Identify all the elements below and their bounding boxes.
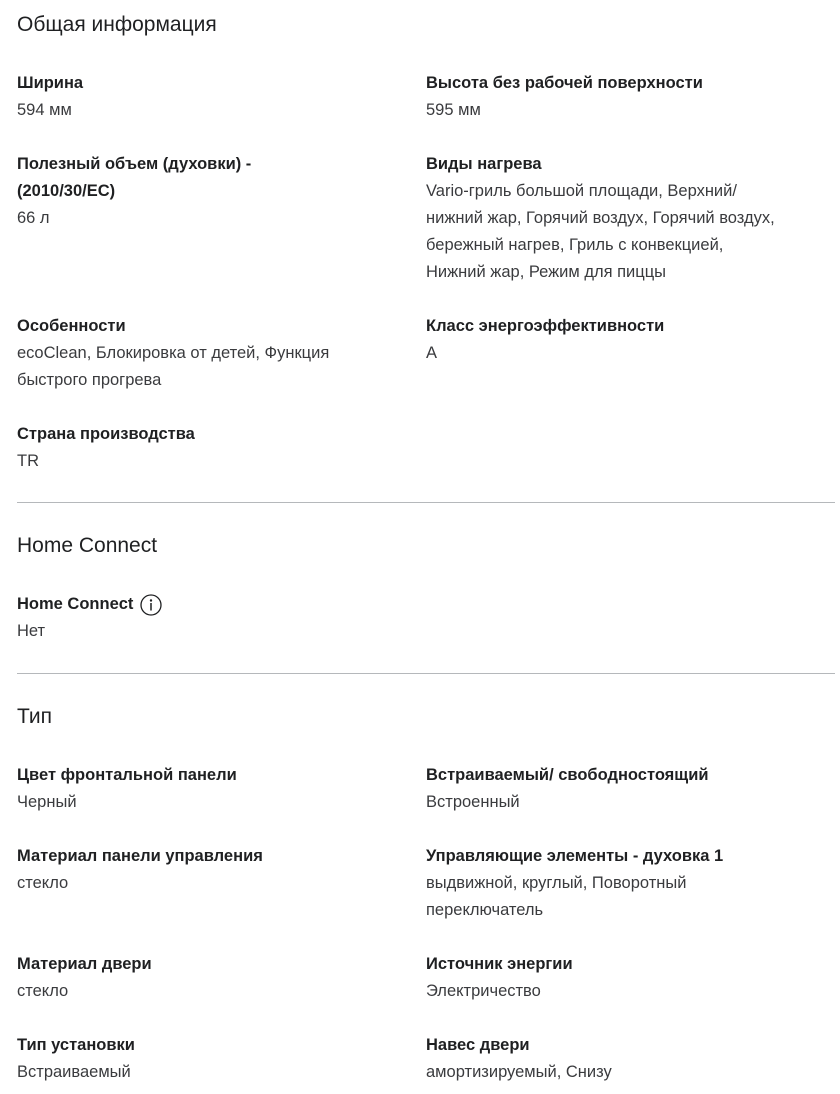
property-label: Цвет фронтальной панели [17, 766, 237, 784]
property-energy-source [426, 951, 837, 1005]
property-label: Материал панели управления [17, 847, 263, 865]
property-home-connect [17, 591, 426, 645]
property-value-line: выдвижной, круглый, Поворотный [426, 874, 687, 892]
property-controls [426, 843, 837, 924]
property-value: стекло [17, 982, 69, 1000]
section-title: Общая информация [17, 13, 217, 36]
property-value: амортизируемый, Снизу [426, 1063, 612, 1081]
property-label: Материал двери [17, 955, 152, 973]
property-label-line: Полезный объем (духовки) - [17, 155, 252, 173]
property-label: Home Connect [17, 595, 134, 613]
section-title: Home Connect [17, 534, 158, 557]
property-grid [17, 762, 834, 1086]
property-value: A [426, 344, 438, 362]
section-general-info [17, 0, 834, 475]
property-grid [17, 70, 834, 475]
property-value-line: бережный нагрев, Гриль с конвекцией, [426, 236, 724, 254]
property-width [17, 70, 426, 124]
section-title: Тип [17, 705, 53, 728]
property-install-type [17, 1032, 426, 1086]
property-value-line: Vario-гриль большой площади, Верхний/ [426, 182, 737, 200]
property-value-line: ecoClean, Блокировка от детей, Функция [17, 344, 330, 362]
property-value: Встраиваемый [17, 1063, 131, 1081]
property-heating-modes [426, 151, 837, 286]
property-label: Ширина [17, 74, 84, 92]
property-builtin [426, 762, 837, 816]
property-country [17, 421, 426, 475]
property-value: TR [17, 452, 39, 470]
property-value: 594 мм [17, 101, 72, 119]
property-label: Встраиваемый/ свободностоящий [426, 766, 709, 784]
property-label: Особенности [17, 317, 126, 335]
property-label: Управляющие элементы - духовка 1 [426, 847, 724, 865]
property-label: Высота без рабочей поверхности [426, 74, 703, 92]
section-type [17, 674, 834, 1086]
property-value: 66 л [17, 209, 50, 227]
property-value-line: быстрого прогрева [17, 371, 162, 389]
property-label: Страна производства [17, 425, 195, 443]
property-value-line: Нижний жар, Режим для пиццы [426, 263, 666, 281]
property-label: Навес двери [426, 1036, 530, 1054]
property-value: 595 мм [426, 101, 481, 119]
property-label: Тип установки [17, 1036, 135, 1054]
property-label: Виды нагрева [426, 155, 542, 173]
property-value: Черный [17, 793, 77, 811]
property-energy-class [426, 313, 837, 394]
property-label: Класс энергоэффективности [426, 317, 665, 335]
property-value-line: нижний жар, Горячий воздух, Горячий воздух, [426, 209, 775, 227]
property-front-color [17, 762, 426, 816]
property-door-hinge [426, 1032, 837, 1086]
property-grid [17, 591, 834, 645]
property-value: Нет [17, 622, 46, 640]
property-value-line: переключатель [426, 901, 544, 919]
property-value: Встроенный [426, 793, 520, 811]
property-features [17, 313, 426, 394]
section-home-connect [17, 503, 834, 645]
property-label: Источник энергии [426, 955, 573, 973]
property-volume [17, 151, 426, 286]
property-label-line: (2010/30/EC) [17, 182, 116, 200]
property-door-material [17, 951, 426, 1005]
property-control-material [17, 843, 426, 924]
property-value: Электричество [426, 982, 541, 1000]
property-label-row [17, 591, 426, 618]
property-value: стекло [17, 874, 69, 892]
info-icon[interactable] [140, 594, 162, 616]
property-height [426, 70, 837, 124]
